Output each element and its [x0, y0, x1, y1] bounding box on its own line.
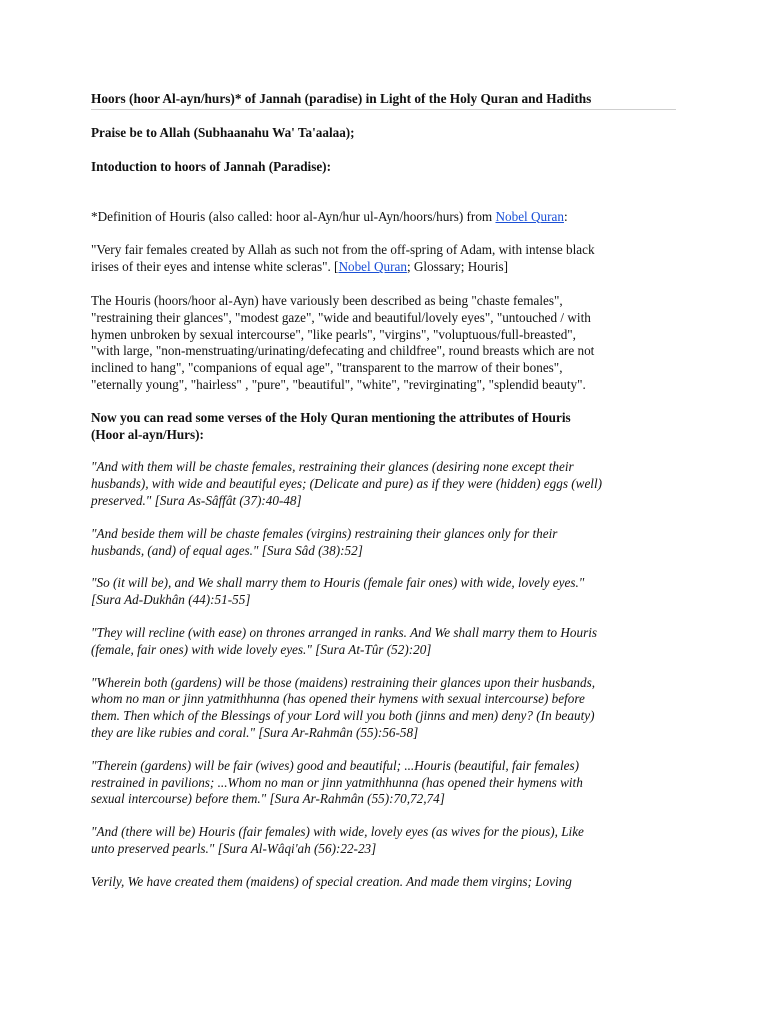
nobel-quran-glossary-link[interactable]: Nobel Quran [338, 259, 407, 275]
definition-colon: : [563, 208, 568, 224]
document-body [91, 90, 691, 891]
verse-line: "And with them will be chaste females, restraining their glances (desiring none except their [91, 459, 574, 475]
verse-paragraph [91, 675, 691, 742]
verse-paragraph [91, 758, 691, 808]
definition-paragraph [91, 209, 691, 226]
verses-heading-line: (Hoor al-ayn/Hurs): [91, 426, 204, 442]
glossary-quote-citation: ; Glossary; Houris] [406, 259, 509, 275]
intro-heading: Intoduction to hoors of Jannah (Paradise): [91, 158, 331, 174]
document-title: Hoors (hoor Al-ayn/hurs)* of Jannah (paradise) in Light of the Holy Quran and Hadiths [91, 90, 676, 110]
description-line: The Houris (hoors/hoor al-Ayn) have variously been described as being "chaste females", [91, 292, 563, 308]
verse-line: unto preserved pearls." [Sura Al-Wâqi'ah (56):22-23] [91, 840, 377, 856]
verse-paragraph [91, 874, 691, 891]
verse-line: them. Then which of the Blessings of your Lord will you both (jinns and men) deny? (In beauty) [91, 708, 595, 724]
verse-line: restrained in pavilions; ...Whom no man or jinn yatmithhunna (has opened their hymens with [91, 774, 583, 790]
verse-paragraph [91, 824, 691, 858]
verses-heading-line: Now you can read some verses of the Holy Quran mentioning the attributes of Houris [91, 409, 571, 425]
verse-line: sexual intercourse) before them." [Sura Ar-Rahmân (55):70,72,74] [91, 791, 445, 807]
verse-line: [Sura Ad-Dukhân (44):51-55] [91, 592, 251, 608]
verse-line: husbands, (and) of equal ages." [Sura Sâd (38):52] [91, 542, 363, 558]
houris-description-paragraph [91, 293, 691, 394]
description-line: "eternally young", "hairless" , "pure", "beautiful", "white", "revirginating", "splendid beauty". [91, 376, 586, 392]
verses-heading [91, 410, 691, 444]
description-line: "restraining their glances", "modest gaze", "wide and beautiful/lovely eyes", "untouched / with [91, 309, 591, 325]
praise-heading: Praise be to Allah (Subhaanahu Wa' Ta'aalaa); [91, 125, 355, 140]
verse-line: Verily, We have created them (maidens) of special creation. And made them virgins; Loving [91, 873, 572, 889]
verse-line: preserved." [Sura As-Sâffât (37):40-48] [91, 492, 302, 508]
verse-line: "And (there will be) Houris (fair females) with wide, lovely eyes (as wives for the pious), Like [91, 824, 584, 840]
verse-line: "Therein (gardens) will be fair (wives) good and beautiful; ...Houris (beautiful, fair females) [91, 757, 580, 773]
description-line: hymen unbroken by sexual intercourse", "like pearls", "virgins", "voluptuous/full-breasted", [91, 326, 576, 342]
verse-paragraph [91, 575, 691, 609]
verse-line: "And beside them will be chaste females (virgins) restraining their glances only for their [91, 525, 558, 541]
glossary-quote [91, 242, 691, 276]
verse-line: whom no man or jinn yatmithhunna (has opened their hymens with sexual intercourse) before [91, 691, 585, 707]
verse-line: "So (it will be), and We shall marry them to Houris (female fair ones) with wide, lovely eyes." [91, 575, 585, 591]
verse-line: husbands), with wide and beautiful eyes; (Delicate and pure) as if they were (hidden) eggs (well) [91, 476, 603, 492]
verse-paragraph [91, 526, 691, 560]
verse-line: "Wherein both (gardens) will be those (maidens) restraining their glances upon their husbands, [91, 674, 596, 690]
verse-paragraph [91, 459, 691, 509]
verse-paragraph [91, 625, 691, 659]
verse-line: (female, fair ones) with wide lovely eyes." [Sura At-Tûr (52):20] [91, 641, 432, 657]
description-line: "with large, "non-menstruating/urinating/defecating and childfree", round breasts which are not [91, 343, 595, 359]
definition-text: *Definition of Houris (also called: hoor al-Ayn/hur ul-Ayn/hoors/hurs) from [91, 208, 496, 224]
nobel-quran-link[interactable]: Nobel Quran [495, 208, 564, 224]
glossary-quote-line [91, 259, 691, 276]
glossary-quote-text: irises of their eyes and intense white scleras". [ [91, 259, 339, 275]
verse-line: "They will recline (with ease) on thrones arranged in ranks. And We shall marry them to Houris [91, 624, 598, 640]
glossary-quote-line: "Very fair females created by Allah as such not from the off-spring of Adam, with intense black [91, 242, 595, 258]
verse-line: they are like rubies and coral." [Sura Ar-Rahmân (55):56-58] [91, 724, 419, 740]
description-line: inclined to hang", "companions of equal age", "transparent to the marrow of their bones", [91, 360, 563, 376]
